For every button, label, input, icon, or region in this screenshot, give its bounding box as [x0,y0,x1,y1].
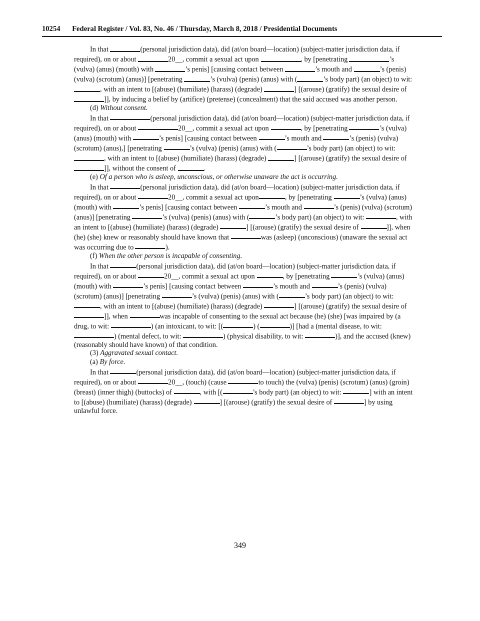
paragraph-text: ]], when (he) (she) knew or reasonably should have known that [74,223,411,242]
fill-in-blank [110,367,136,375]
fill-in-blank [138,271,164,279]
fill-in-blank [304,202,334,210]
paragraph-text: ) (an intoxicant, to wit: [( [150,322,224,331]
paragraph-text: ’s (vulva) (anus) (mouth) with [74,193,407,212]
heading-label: (f) [90,251,99,260]
paragraph-text: )], and the accused (knew) (reasonably should have known) of that condition. [74,332,411,349]
paragraph-text: ] [(arouse) (gratify) the sexual desire of [246,223,361,232]
paragraph-text: ) (mental defect, to wit: [114,332,184,341]
paragraph-text: to touch) the (vulva) (penis) (scrotum) (anus) (groin) (breast) (inner thigh) (buttocks) of [74,378,410,397]
paragraph-text: ’s mouth and [265,203,304,212]
page-header [42,24,442,37]
fill-in-blank [277,143,307,151]
heading-label: (a) [90,358,100,366]
fill-in-blank [349,54,389,62]
fill-in-blank [164,143,190,151]
paragraph-text: ’s penis] [causing contact between [139,203,240,212]
fill-in-blank [138,377,168,385]
paragraph-text: ’s (penis) (vulva) (scrotum) (anus)] [penetrating [74,203,413,222]
specification-paragraph [74,367,416,416]
paragraph-text: ’s body part) (an object) to wit: [304,292,394,301]
specification-paragraph [74,113,416,173]
paragraph-text: ’s (penis) (vulva) (scrotum) (anus)] [penetrating [74,65,407,84]
fill-in-blank [305,331,335,339]
paragraph-text: , by [penetrating [300,55,350,64]
paragraph-text: ’s penis] [causing contact between [158,134,259,143]
fill-in-blank [133,133,159,141]
fill-in-blank [312,281,338,289]
fill-in-blank [130,311,160,319]
heading-title: By force. [99,358,126,366]
footer-page-number: 349 [234,541,246,550]
paragraph-text: ]], by inducing a belief by (artifice) (pretense) (concealment) that the said accused was another person. [104,95,398,104]
section-heading [74,349,416,358]
fill-in-blank [231,232,261,240]
paragraph-text: ’s (vulva) (anus) (mouth) with [74,55,395,74]
paragraph-text: 20__, commit a sexual act upon [168,193,259,202]
heading-title: Of a person who is asleep, unconscious, or otherwise unaware the act is occurring. [99,173,338,182]
fill-in-blank [331,271,357,279]
fill-in-blank [343,387,369,395]
paragraph-text: 20__, (touch) (cause [168,378,229,387]
document-body [74,44,416,415]
fill-in-blank [178,163,204,171]
paragraph-text: ’s (vulva) (penis) (anus) with ( [191,292,279,301]
fill-in-blank [334,397,364,405]
fill-in-blank [354,64,380,72]
paragraph-text: , with an intent to [(abuse) (humiliate) (harass) (degrade) [100,302,265,311]
paragraph-text: In that [90,114,111,123]
paragraph-text: ’s mouth and [315,65,354,74]
fill-in-blank [264,84,294,92]
fill-in-blank [113,202,139,210]
heading-label: (e) [90,173,100,182]
paragraph-text: ’s body part) (an object) to wit: [252,388,344,397]
paragraph-text: ’s penis] [causing contact between [185,65,286,74]
paragraph-text: ’s (vulva) (anus) (mouth) with [74,272,405,291]
fill-in-blank [110,44,140,52]
paragraph-text: (personal jurisdiction data), did (at/on board—location) (subject-matter jurisdiction data, if required), on or about [74,262,396,281]
paragraph-text: ] [(arouse) (gratify) the sexual desire of [294,85,407,94]
fill-in-blank [239,202,265,210]
paragraph-text: In that [90,45,111,54]
paragraph-text: ’s (vulva) (penis) (anus) with ( [210,75,298,84]
paragraph-text: ’s mouth and [273,282,312,291]
paragraph-text: ’s (vulva) (penis) (anus) with ( [162,213,250,222]
heading-title: When the other person is incapable of consenting. [98,251,243,260]
paragraph-text: , with an intent to [(abuse) (humiliate) (harass) (degrade) [100,85,265,94]
fill-in-blank [285,64,315,72]
fill-in-blank [113,281,143,289]
paragraph-text: ]], when [104,312,130,321]
paragraph-text: )] [had a (mental disease, to wit: [289,322,382,331]
fill-in-blank [74,84,100,92]
fill-in-blank [260,321,290,329]
section-heading [74,173,416,182]
fill-in-blank [243,281,273,289]
heading-label: (d) [90,104,101,113]
paragraph-text: ’s body part) (an object) to wit: [275,213,366,222]
fill-in-blank [223,387,253,395]
running-head: Federal Register / Vol. 83, No. 46 / Thursday, March 8, 2018 / Presidential Documents [72,24,338,33]
paragraph-text: (personal jurisdiction data), did (at/on board—location) (subject-matter jurisdiction data, if required), on or about [74,183,400,202]
paragraph-text: (personal jurisdiction data), did (at/on board—location) (subject-matter jurisdiction data, if required), on or about [74,114,410,133]
paragraph-text: In that [90,262,111,271]
heading-title: Without consent. [100,104,148,113]
fill-in-blank [261,54,301,62]
paragraph-text: ’s (vulva) (penis) (anus) with ( [189,144,277,153]
fill-in-blank [74,311,104,319]
fill-in-blank [257,271,283,279]
section-heading [74,358,416,367]
paragraph-text: , by [penetrating [300,124,350,133]
paragraph-text: , with an intent to [(abuse) (humiliate) (harass) (degrade) [104,154,269,163]
heading-title: Aggravated sexual contact. [100,349,179,358]
fill-in-blank [323,133,349,141]
fill-in-blank [249,212,275,220]
paragraph-text: (personal jurisdiction data), did (at/on board—location) (subject-matter jurisdiction data, if required), on or about [74,45,400,64]
fill-in-blank [110,182,140,190]
paragraph-text: , by [penetrating [282,272,332,281]
fill-in-blank [259,133,285,141]
fill-in-blank [110,261,136,269]
fill-in-blank [271,123,301,131]
fill-in-blank [111,321,151,329]
fill-in-blank [223,321,253,329]
fill-in-blank [132,212,162,220]
paragraph-text: ’s (penis) (vulva) (scrotum) (anus),] [penetrating [74,134,399,153]
fill-in-blank [184,74,210,82]
paragraph-text: 20__, commit a sexual act upon [168,55,261,64]
fill-in-blank [183,331,223,339]
paragraph-text: ] with an intent to [(abuse) (humiliate) (harass) (degrade) [74,388,413,407]
paragraph-text: ’s body part) (an object) to wit: [306,144,396,153]
paragraph-text: ] [(arouse) (gratify) the sexual desire of [219,398,334,407]
paragraph-text: ] by using unlawful force. [74,398,393,415]
paragraph-text: (personal jurisdiction data), did (at/on board—location) (subject-matter jurisdiction data, if required), on or about [74,368,396,387]
paragraph-text: was (asleep) (unconscious) (unaware the sexual act was occurring due to [74,233,408,252]
paragraph-text: ) (physical disability, to wit: [223,332,306,341]
paragraph-text: . [203,164,206,173]
specification-paragraph [74,44,416,104]
fill-in-blank [228,377,258,385]
fill-in-blank [138,192,168,200]
fill-in-blank [138,54,168,62]
fill-in-blank [74,94,104,102]
paragraph-text: ]], without the consent of [104,164,178,173]
fill-in-blank [366,212,396,220]
fill-in-blank [155,64,185,72]
fill-in-blank [74,153,104,161]
section-heading [74,252,416,261]
fill-in-blank [74,163,104,171]
paragraph-text: ’s mouth and [284,134,324,143]
paragraph-text: ’s (penis) (vulva) (scrotum) (anus)] [penetrating [74,282,387,301]
paragraph-text: ] [(arouse) (gratify) the sexual desire of [294,154,407,163]
fill-in-blank [110,113,150,121]
paragraph-text: , with an intent to [(abuse) (humiliate) (harass) (degrade) [74,213,413,232]
fill-in-blank [361,222,387,230]
paragraph-text: ’s (vulva) (anus) (mouth) with [74,124,407,143]
fill-in-blank [174,387,200,395]
header-page-number: 10254 [42,24,61,33]
fill-in-blank [74,301,100,309]
fill-in-blank [162,291,192,299]
fill-in-blank [138,123,178,131]
paragraph-text: was incapable of consenting to the sexual act because (he) (she) [was impaired by (a drug, to wit: [74,312,401,331]
fill-in-blank [279,291,305,299]
fill-in-blank [349,123,379,131]
fill-in-blank [259,192,285,200]
paragraph-text: 20__, commit a sexual act upon [178,124,271,133]
section-heading [74,104,416,113]
paragraph-text: 20__, commit a sexual act upon [164,272,257,281]
paragraph-text: ) ( [253,322,260,331]
paragraph-text: In that [90,368,111,377]
fill-in-blank [135,242,165,250]
heading-label: (3) [90,349,101,358]
fill-in-blank [74,331,114,339]
fill-in-blank [220,222,246,230]
fill-in-blank [194,397,220,405]
paragraph-text: , with [( [199,388,223,397]
paragraph-text: ’s penis] [causing contact between [143,282,244,291]
paragraph-text: In that [90,183,111,192]
specification-paragraph [74,182,416,252]
fill-in-blank [334,192,360,200]
fill-in-blank [264,301,294,309]
fill-in-blank [297,74,323,82]
paragraph-text: ’s body part) (an object) to wit: [323,75,413,84]
specification-paragraph [74,261,416,350]
paragraph-text: , by [penetrating [284,193,334,202]
fill-in-blank [268,153,294,161]
paragraph-text: ] [(arouse) (gratify) the sexual desire of [294,302,407,311]
paragraph-text: ). [165,243,170,252]
